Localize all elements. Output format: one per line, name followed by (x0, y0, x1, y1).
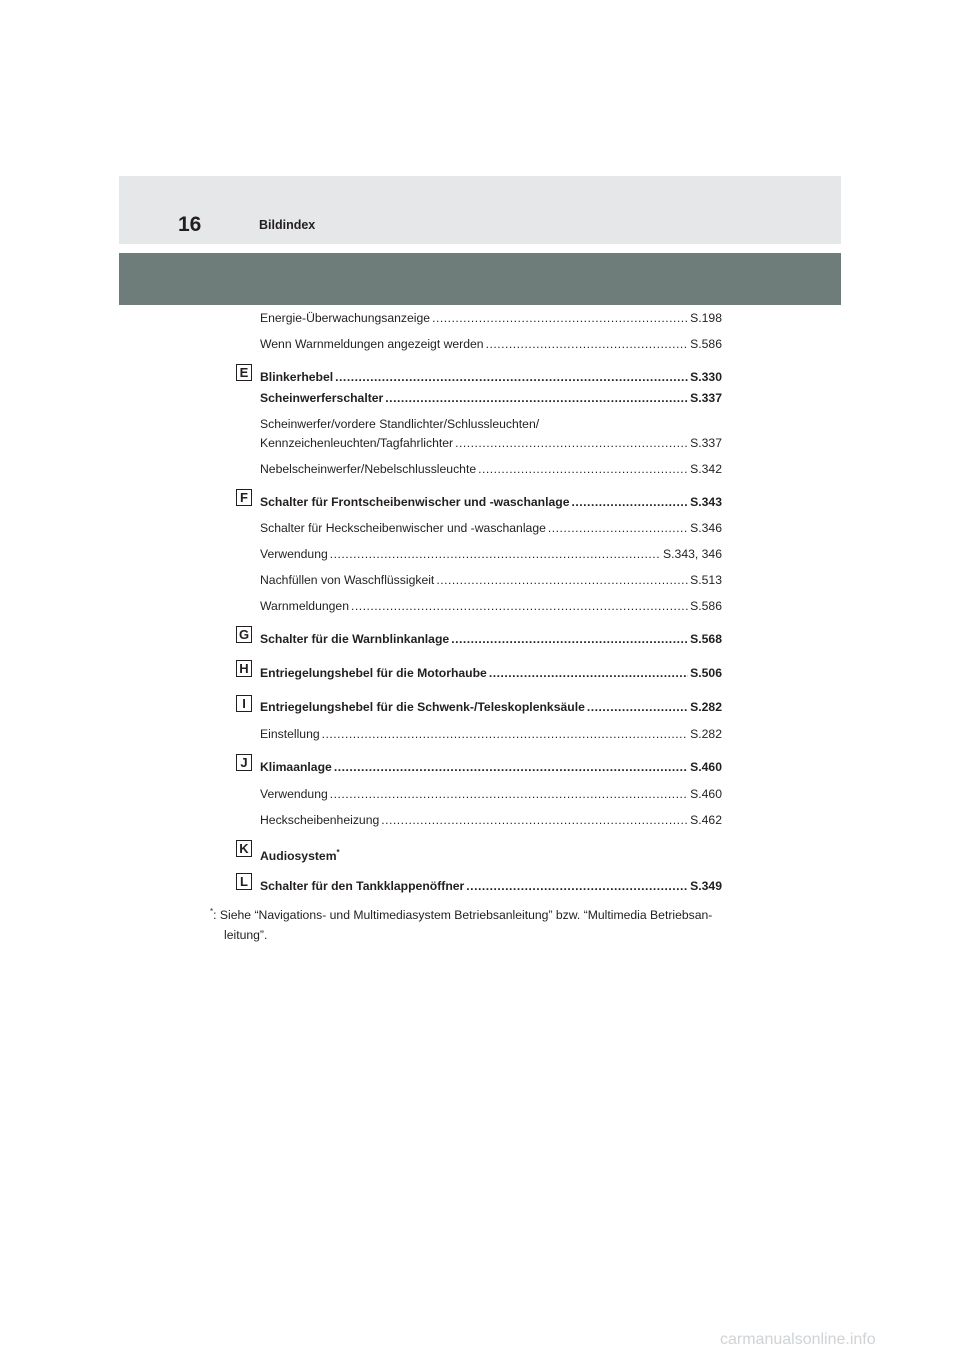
leader-dots (330, 786, 688, 802)
leader-dots (587, 699, 688, 715)
section-letter-l: L (236, 873, 252, 890)
leader-dots (335, 369, 688, 385)
entry-page: S.343, 346 (663, 547, 722, 561)
index-entry[interactable] (260, 390, 722, 406)
page-number: 16 (178, 213, 202, 236)
entry-label: Kennzeichenleuchten/Tagfahrlichter (260, 436, 454, 450)
entry-page: S.460 (690, 787, 722, 801)
entry-page: S.506 (690, 666, 722, 680)
index-entry[interactable] (260, 878, 722, 894)
entry-page: S.337 (690, 391, 722, 405)
entry-label: Heckscheibenheizung (260, 813, 380, 827)
footnote-marker: * (210, 907, 214, 916)
leader-dots (432, 310, 688, 326)
entry-page: S.343 (690, 495, 722, 509)
entry-label: Nebelscheinwerfer/Nebelschlussleuchte (260, 462, 477, 476)
leader-dots (451, 631, 688, 647)
section-letter-i: I (236, 695, 252, 712)
entry-page: S.330 (690, 370, 722, 384)
entry-page: S.513 (690, 573, 722, 587)
entry-label: Energie-Überwachungsanzeige (260, 311, 431, 325)
entry-page: S.349 (690, 879, 722, 893)
entry-label: Schalter für die Warnblinkanlage (260, 632, 450, 646)
entry-page: S.198 (690, 311, 722, 325)
section-letter-h: H (236, 660, 252, 677)
footnote-marker: * (336, 848, 340, 857)
index-entry[interactable] (260, 435, 722, 451)
entry-label: Schalter für Frontscheibenwischer und -waschanlage (260, 495, 570, 509)
entry-page: S.337 (690, 436, 722, 450)
entry-page: S.342 (690, 462, 722, 476)
entry-label: Nachfüllen von Waschflüssigkeit (260, 573, 435, 587)
leader-dots (486, 336, 689, 352)
entry-label: Blinkerhebel (260, 370, 334, 384)
entry-page: S.282 (690, 700, 722, 714)
entry-label: Verwendung (260, 787, 328, 801)
footnote-line1: : Siehe “Navigations- und Multimediasystem Betriebsanleitung” bzw. “Multimedia Betriebsan- (213, 908, 713, 923)
section-letter-j: J (236, 754, 252, 771)
index-entry[interactable] (260, 336, 722, 352)
entry-label: Wenn Warnmeldungen angezeigt werden (260, 337, 484, 351)
leader-dots (455, 435, 688, 451)
index-entry[interactable] (260, 572, 722, 588)
leader-dots (330, 546, 661, 562)
entry-label: Schalter für den Tankklappenöffner (260, 879, 465, 893)
section-letter-g: G (236, 626, 252, 643)
entry-page: S.460 (690, 760, 722, 774)
entry-page: S.568 (690, 632, 722, 646)
index-entry[interactable] (260, 699, 722, 715)
entry-label: Einstellung (260, 727, 320, 741)
index-entry[interactable] (260, 369, 722, 385)
watermark: carmanualsonline.info (720, 1331, 876, 1348)
leader-dots (489, 665, 688, 681)
index-entry[interactable] (260, 786, 722, 802)
index-entry[interactable] (260, 726, 722, 742)
entry-label-line: Scheinwerfer/vordere Standlichter/Schlussleuchten/ (260, 417, 540, 431)
index-entry[interactable] (260, 759, 722, 775)
index-entry[interactable] (260, 598, 722, 614)
section-letter-k: K (236, 840, 252, 857)
section-title: Bildindex (259, 218, 316, 232)
entry-label: Entriegelungshebel für die Schwenk-/Teleskoplenksäule (260, 700, 585, 714)
entry-label: Warnmeldungen (260, 599, 349, 613)
leader-dots (385, 390, 688, 406)
entry-label: Schalter für Heckscheibenwischer und -waschanlage (260, 521, 546, 535)
leader-dots (381, 812, 688, 828)
index-entry[interactable] (260, 520, 722, 536)
index-entry[interactable] (260, 310, 722, 326)
entry-label: Entriegelungshebel für die Motorhaube (260, 666, 487, 680)
entry-label: Scheinwerferschalter (260, 391, 384, 405)
leader-dots (351, 598, 688, 614)
leader-dots (334, 759, 688, 775)
entry-label: Verwendung (260, 547, 328, 561)
index-entry[interactable] (260, 845, 340, 864)
entry-label: Audiosystem (260, 849, 337, 864)
index-entry[interactable] (260, 546, 722, 562)
entry-page: S.586 (690, 599, 722, 613)
index-entry[interactable] (260, 631, 722, 647)
entry-label: Klimaanlage (260, 760, 332, 774)
footnote-line2: leitung”. (224, 928, 268, 943)
footnote (210, 902, 750, 945)
leader-dots (466, 878, 688, 894)
section-letter-e: E (236, 364, 252, 381)
index-entry[interactable] (260, 494, 722, 510)
index-entry[interactable] (260, 665, 722, 681)
leader-dots (572, 494, 689, 510)
entry-page: S.462 (690, 813, 722, 827)
index-entry[interactable] (260, 812, 722, 828)
leader-dots (548, 520, 688, 536)
leader-dots (436, 572, 688, 588)
leader-dots (478, 461, 688, 477)
section-letter-f: F (236, 489, 252, 506)
entry-page: S.586 (690, 337, 722, 351)
index-entry[interactable] (260, 461, 722, 477)
entry-page: S.346 (690, 521, 722, 535)
leader-dots (322, 726, 689, 742)
entry-page: S.282 (690, 727, 722, 741)
